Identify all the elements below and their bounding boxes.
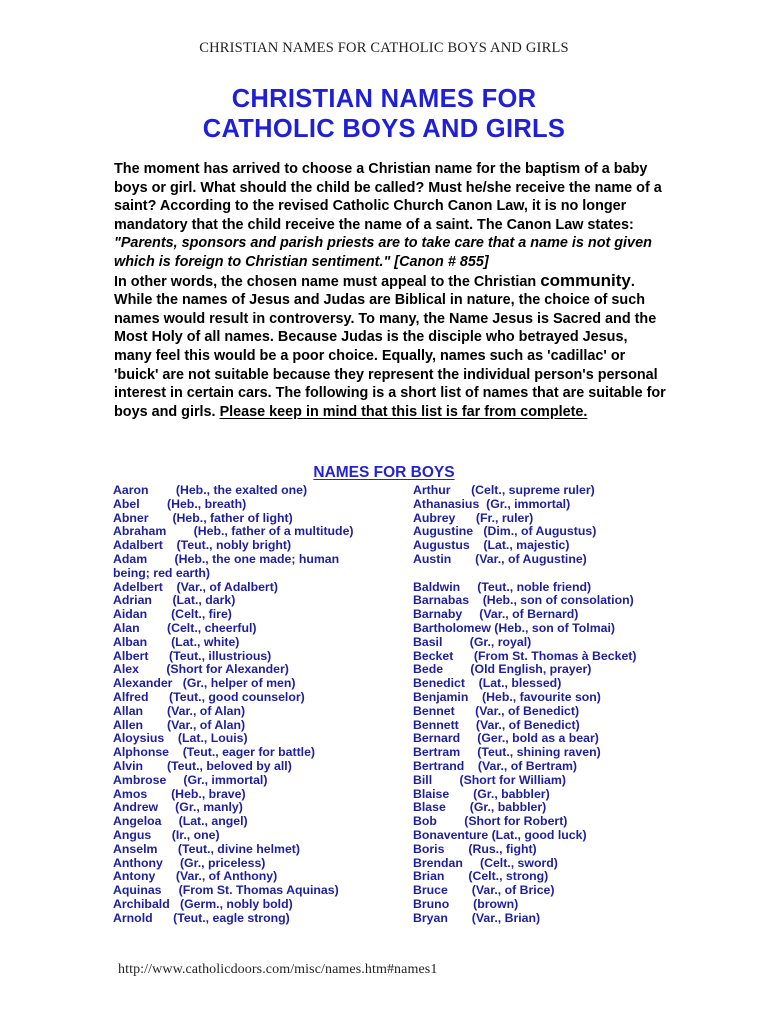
name-entry-name: Brian bbox=[413, 869, 445, 884]
names-for-boys-heading bbox=[0, 464, 768, 482]
name-entry-name: Brendan bbox=[413, 855, 463, 870]
name-entry-meaning: (Gr., babbler) bbox=[449, 786, 550, 801]
name-entry-meaning: (Gr., priceless) bbox=[162, 855, 266, 870]
name-entry-name: Alan bbox=[113, 620, 140, 635]
name-entry-name: Alvin bbox=[113, 758, 144, 773]
name-entry-name: Angeloa bbox=[113, 814, 162, 829]
name-entry-name: Arthur bbox=[413, 483, 451, 497]
name-entry-name: Augustine bbox=[413, 524, 474, 539]
name-entry bbox=[413, 732, 713, 746]
name-entry-meaning: (Heb., father of a multitude) bbox=[166, 524, 354, 539]
name-entry bbox=[113, 581, 413, 595]
name-entry-meaning: (Short for William) bbox=[432, 772, 566, 787]
paragraph-discussion-part-b: . While the names of Jesus and Judas are Biblical in nature, the choice of such names would result in controversy. To many, the Name Jesus is Sacred and the Most Holy of all names. Because Judas is the disciple who betrayed Jesus, many feel this would be a poor choice. Equally, names such as 'cadillac' or 'buick' are not suitable because they represent the individual person's personal interest in certain cars. The following is a short list of names that are suitable for boys and girls. bbox=[114, 273, 666, 420]
name-entry-meaning: (From St. Thomas Aquinas) bbox=[161, 883, 339, 898]
name-entry-name: Albert bbox=[113, 648, 149, 663]
name-entry-name: Alfred bbox=[113, 689, 149, 704]
name-entry bbox=[413, 746, 713, 760]
name-entry bbox=[413, 801, 713, 815]
name-entry-name: Bob bbox=[413, 814, 437, 829]
name-entry-name: Bartholomew bbox=[413, 620, 491, 635]
name-entry-meaning: (Lat., majestic) bbox=[469, 538, 570, 553]
name-entry-name: Abner bbox=[113, 510, 149, 525]
page-title bbox=[0, 84, 768, 144]
name-entry-meaning: (Var., of Adalbert) bbox=[162, 579, 278, 594]
name-entry-name: Adrian bbox=[113, 593, 152, 608]
name-entry-meaning: (Ir., one) bbox=[151, 827, 220, 842]
name-entry-meaning: (Var., of Brice) bbox=[447, 883, 555, 898]
canon-law-quote: "Parents, sponsors and parish priests are to take care that a name is not given which is foreign to Christian sentiment." [Canon # 855] bbox=[114, 235, 652, 270]
name-entry-meaning: (Gr., babbler) bbox=[445, 800, 547, 815]
name-entry-name: Blaise bbox=[413, 786, 450, 801]
name-entry-name: Barnabas bbox=[413, 593, 470, 608]
name-entry bbox=[113, 498, 413, 512]
name-entry-name: Andrew bbox=[113, 800, 159, 815]
name-entry-name: Adam bbox=[113, 551, 148, 566]
name-entry-meaning: (Celt., cheerful) bbox=[139, 620, 257, 635]
name-entry-meaning: (Var., of Benedict) bbox=[458, 717, 580, 732]
name-entry-name: Alex bbox=[113, 662, 139, 677]
name-entry-name: Becket bbox=[413, 648, 454, 663]
name-entry-meaning: (Heb., favourite son) bbox=[468, 689, 601, 704]
name-entry-name: Bryan bbox=[413, 910, 448, 925]
name-entry-name: Benjamin bbox=[413, 689, 469, 704]
name-entry bbox=[413, 539, 713, 553]
name-entry bbox=[113, 801, 413, 815]
name-entry-name: Bennet bbox=[413, 703, 455, 718]
name-entry-meaning: (Celt., strong) bbox=[444, 869, 549, 884]
name-entry-meaning: (Gr., manly) bbox=[158, 800, 243, 815]
name-entry-meaning: (Heb., son of consolation) bbox=[469, 593, 634, 608]
name-entry-name: Bertram bbox=[413, 745, 461, 760]
name-entry-name: Bonaventure bbox=[413, 827, 489, 842]
name-entry bbox=[113, 774, 413, 788]
name-entry-meaning: (Var., of Bertram) bbox=[464, 758, 578, 773]
name-entry bbox=[413, 829, 713, 843]
name-entry-meaning: (Teut., noble friend) bbox=[460, 579, 592, 594]
name-entry-meaning: (Old English, prayer) bbox=[443, 662, 592, 677]
name-entry-meaning: (Heb., son of Tolmai) bbox=[490, 620, 615, 635]
name-entry bbox=[413, 622, 713, 636]
name-entry-meaning: (Gr., immortal) bbox=[479, 496, 571, 511]
name-entry-name: Aaron bbox=[113, 483, 149, 497]
name-entry-name: Abraham bbox=[113, 524, 167, 539]
name-entry bbox=[113, 884, 413, 898]
name-entry-meaning: (Var., of Augustine) bbox=[451, 551, 587, 566]
name-entry bbox=[113, 870, 413, 884]
name-entry bbox=[113, 553, 413, 567]
name-entry-name: Arnold bbox=[113, 910, 153, 925]
name-entry bbox=[113, 512, 413, 526]
name-entry-meaning: (Teut., eagle strong) bbox=[152, 910, 290, 925]
name-entry-name: Austin bbox=[413, 551, 452, 566]
name-entry-meaning: (Teut., nobly bright) bbox=[162, 538, 292, 553]
source-url: http://www.catholicdoors.com/misc/names.htm#names1 bbox=[118, 962, 438, 977]
name-entry-name: Barnaby bbox=[413, 607, 463, 622]
name-entry-name: Aquinas bbox=[113, 883, 162, 898]
name-entry bbox=[413, 898, 713, 912]
name-entry bbox=[113, 636, 413, 650]
closing-note: Please keep in mind that this list is far from complete. bbox=[219, 403, 588, 420]
name-entry-meaning: (Heb., breath) bbox=[139, 496, 247, 511]
name-entry-name: Bertrand bbox=[413, 758, 465, 773]
name-entry-meaning: (Celt., sword) bbox=[462, 855, 558, 870]
name-entry-meaning: (Teut., good counselor) bbox=[148, 689, 305, 704]
name-entry-meaning: (Short for Robert) bbox=[436, 814, 568, 829]
name-entry bbox=[113, 705, 413, 719]
name-entry-meaning: (Gr., royal) bbox=[442, 634, 532, 649]
name-entry bbox=[113, 829, 413, 843]
name-entry bbox=[113, 608, 413, 622]
name-column-right bbox=[413, 484, 713, 926]
name-entry-name: Aubrey bbox=[413, 510, 456, 525]
name-entry-name: Amos bbox=[113, 786, 148, 801]
name-entry bbox=[113, 663, 413, 677]
name-entry-name: Bill bbox=[413, 772, 433, 787]
name-entry bbox=[113, 539, 413, 553]
name-entry-meaning: (Gr., immortal) bbox=[166, 772, 268, 787]
name-entry-meaning: (Heb., the exalted one) bbox=[148, 483, 308, 497]
name-entry bbox=[413, 512, 713, 526]
name-entry-meaning: (Celt., supreme ruler) bbox=[450, 483, 595, 497]
name-list-columns bbox=[113, 484, 713, 944]
name-entry-name: Anselm bbox=[113, 841, 158, 856]
name-entry-name: Aloysius bbox=[113, 731, 165, 746]
name-entry-meaning: (Var., of Bernard) bbox=[462, 607, 579, 622]
name-entry-meaning: (Lat., dark) bbox=[151, 593, 236, 608]
name-entry-name: Alexander bbox=[113, 676, 173, 691]
name-entry-meaning: (Teut., illustrious) bbox=[148, 648, 272, 663]
name-entry bbox=[413, 719, 713, 733]
name-entry-meaning: (Lat., good luck) bbox=[488, 827, 587, 842]
name-entry-name: Adelbert bbox=[113, 579, 163, 594]
name-entry bbox=[413, 774, 713, 788]
name-entry-name: Bernard bbox=[413, 731, 461, 746]
name-entry bbox=[413, 870, 713, 884]
name-entry bbox=[413, 760, 713, 774]
paragraph-discussion-part-a: In other words, the chosen name must appeal to the Christian bbox=[114, 273, 541, 290]
name-entry bbox=[113, 484, 413, 498]
name-entry-meaning: (Fr., ruler) bbox=[455, 510, 534, 525]
name-entry-meaning: (From St. Thomas à Becket) bbox=[453, 648, 637, 663]
name-entry-name: Augustus bbox=[413, 538, 470, 553]
name-entry-meaning: (Heb., the one made; human bbox=[147, 551, 340, 566]
name-entry bbox=[113, 650, 413, 664]
name-entry bbox=[413, 525, 713, 539]
name-entry-meaning: (Var., of Alan) bbox=[143, 703, 246, 718]
name-entry-meaning: (Heb., father of light) bbox=[148, 510, 293, 525]
name-entry bbox=[113, 567, 413, 581]
name-entry-meaning: (Lat., angel) bbox=[161, 814, 248, 829]
name-entry-name: Baldwin bbox=[413, 579, 461, 594]
name-entry-meaning: (Gr., helper of men) bbox=[172, 676, 296, 691]
name-entry-name: Archibald bbox=[113, 896, 170, 911]
name-entry bbox=[113, 815, 413, 829]
name-entry bbox=[413, 912, 713, 926]
name-entry-meaning: (Teut., shining raven) bbox=[460, 745, 601, 760]
name-entry bbox=[413, 663, 713, 677]
name-entry-meaning: (Dim., of Augustus) bbox=[473, 524, 597, 539]
paragraph-discussion bbox=[114, 272, 666, 422]
name-entry bbox=[113, 691, 413, 705]
name-entry-name: Alban bbox=[113, 634, 148, 649]
name-entry bbox=[413, 484, 713, 498]
name-entry-name: being; red earth) bbox=[113, 565, 211, 580]
name-entry-meaning: (Germ., nobly bold) bbox=[169, 896, 293, 911]
name-entry-name: Alphonse bbox=[113, 745, 170, 760]
name-entry-name: Aidan bbox=[113, 607, 148, 622]
names-for-boys-heading-label: NAMES FOR BOYS bbox=[313, 464, 455, 481]
name-entry bbox=[413, 498, 713, 512]
name-entry-name: Adalbert bbox=[113, 538, 163, 553]
name-entry-meaning: (Ger., bold as a bear) bbox=[460, 731, 599, 746]
name-entry bbox=[113, 760, 413, 774]
page-title-line-2: CATHOLIC BOYS AND GIRLS bbox=[202, 115, 566, 143]
name-entry-name: Allen bbox=[113, 717, 144, 732]
name-entry bbox=[413, 815, 713, 829]
name-entry bbox=[113, 857, 413, 871]
name-entry-meaning: (Var., Brian) bbox=[447, 910, 541, 925]
name-entry bbox=[413, 788, 713, 802]
name-entry-name: Athanasius bbox=[413, 496, 480, 511]
name-entry-meaning: (Teut., divine helmet) bbox=[157, 841, 300, 856]
name-entry bbox=[413, 705, 713, 719]
name-entry-name: Bruce bbox=[413, 883, 448, 898]
name-entry bbox=[113, 898, 413, 912]
name-entry-meaning: (Heb., brave) bbox=[147, 786, 246, 801]
name-entry bbox=[113, 677, 413, 691]
name-entry bbox=[413, 884, 713, 898]
emphasized-word-community: community bbox=[540, 270, 631, 290]
name-entry bbox=[413, 650, 713, 664]
name-entry-meaning: (Rus., fight) bbox=[444, 841, 537, 856]
name-entry-name: Bede bbox=[413, 662, 444, 677]
name-entry bbox=[413, 691, 713, 705]
name-entry bbox=[113, 525, 413, 539]
name-entry-spacer bbox=[413, 567, 713, 581]
paragraph-intro: The moment has arrived to choose a Christian name for the baptism of a baby boys or girl. What should the child be called? Must he/she receive the name of a saint? According to the revised Catholic Church Canon Law, it is no longer mandatory that the child receive the name of a saint. The Canon Law states: bbox=[114, 161, 662, 233]
name-entry bbox=[113, 719, 413, 733]
name-entry-name: Benedict bbox=[413, 676, 465, 691]
name-entry-name: Abel bbox=[113, 496, 140, 511]
name-entry-meaning: (Lat., blessed) bbox=[464, 676, 562, 691]
name-entry bbox=[113, 788, 413, 802]
name-entry-meaning: (Lat., white) bbox=[147, 634, 240, 649]
name-entry-name: Basil bbox=[413, 634, 443, 649]
name-entry-meaning: (Teut., eager for battle) bbox=[169, 745, 316, 760]
name-entry-name: Antony bbox=[113, 869, 156, 884]
name-column-left bbox=[113, 484, 413, 926]
name-entry-name: Angus bbox=[113, 827, 152, 842]
name-entry bbox=[413, 581, 713, 595]
name-entry bbox=[413, 594, 713, 608]
name-entry bbox=[113, 732, 413, 746]
name-entry-name: Bruno bbox=[413, 896, 450, 911]
name-entry bbox=[413, 553, 713, 567]
name-entry-meaning: (Var., of Benedict) bbox=[454, 703, 580, 718]
name-entry-meaning: (Teut., beloved by all) bbox=[143, 758, 292, 773]
name-entry bbox=[113, 912, 413, 926]
name-entry bbox=[413, 636, 713, 650]
name-entry bbox=[113, 843, 413, 857]
name-entry bbox=[413, 677, 713, 691]
name-entry-meaning: (brown) bbox=[449, 896, 519, 911]
name-entry bbox=[113, 746, 413, 760]
name-entry-name: Boris bbox=[413, 841, 445, 856]
name-entry-name: Anthony bbox=[113, 855, 163, 870]
name-entry bbox=[413, 608, 713, 622]
name-entry-name: Ambrose bbox=[113, 772, 167, 787]
intro-body bbox=[114, 160, 666, 421]
name-entry bbox=[413, 857, 713, 871]
name-entry-meaning: (Var., of Alan) bbox=[143, 717, 246, 732]
name-entry bbox=[113, 622, 413, 636]
name-entry-name: Allan bbox=[113, 703, 144, 718]
name-entry bbox=[413, 843, 713, 857]
name-entry-meaning: (Lat., Louis) bbox=[164, 731, 248, 746]
name-entry-meaning: (Short for Alexander) bbox=[138, 662, 289, 677]
running-header: CHRISTIAN NAMES FOR CATHOLIC BOYS AND GIRLS bbox=[199, 40, 569, 56]
page-title-line-1: CHRISTIAN NAMES FOR bbox=[231, 85, 537, 113]
name-entry-meaning: (Celt., fire) bbox=[147, 607, 232, 622]
name-entry-name: Blase bbox=[413, 800, 446, 815]
name-entry-name: Bennett bbox=[413, 717, 459, 732]
name-entry-meaning: (Var., of Anthony) bbox=[155, 869, 278, 884]
name-entry bbox=[113, 594, 413, 608]
